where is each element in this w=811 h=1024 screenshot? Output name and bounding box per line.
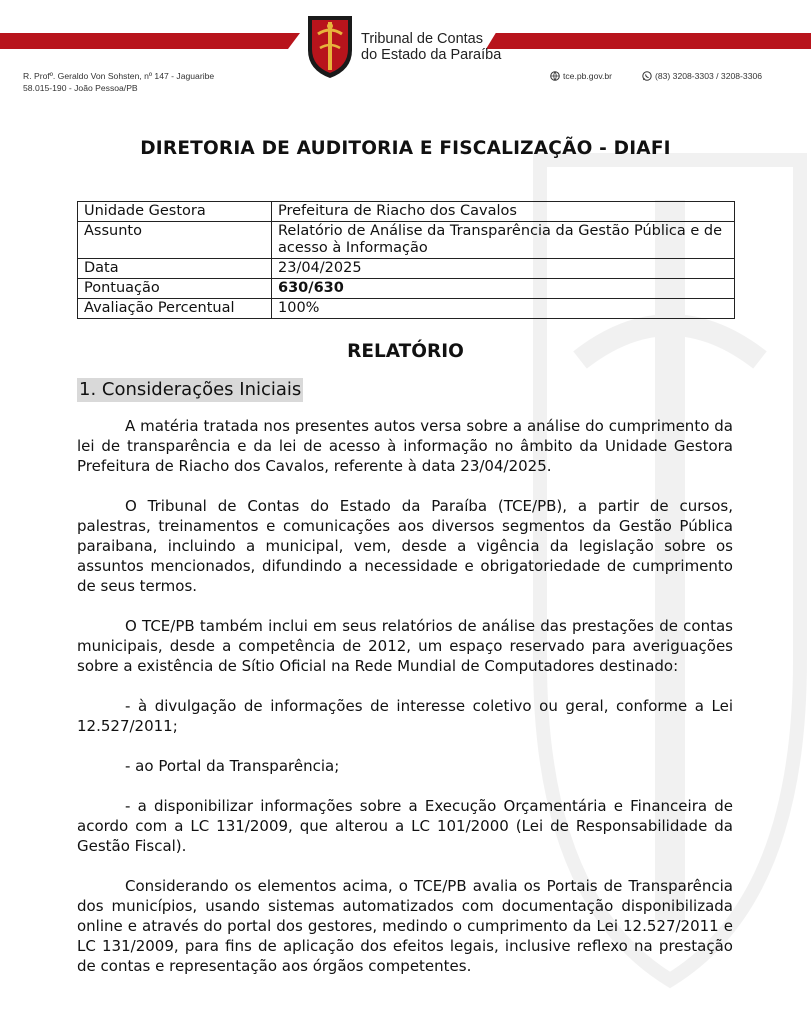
score-value: 630/630 <box>272 279 735 299</box>
table-value: Prefeitura de Riacho dos Cavalos <box>272 202 735 222</box>
info-table <box>77 201 735 319</box>
list-item: - à divulgação de informações de interesse coletivo ou geral, conforme a Lei 12.527/2011; <box>77 697 733 735</box>
table-row <box>78 222 735 259</box>
table-label: Unidade Gestora <box>78 202 272 222</box>
table-value: Relatório de Análise da Transparência da Gestão Pública e de acesso à Informação <box>272 222 735 259</box>
address-line-2: 58.015-190 - João Pessoa/PB <box>23 83 138 93</box>
header-red-bar-right <box>486 33 811 49</box>
paragraph: O TCE/PB também inclui em seus relatórios de análise das prestações de contas municipais, desde a competência de 2012, um espaço reservado para averiguações sobre a existência de Sítio Oficial na Rede Mundial de Computadores destinado: <box>77 617 733 675</box>
web-icon <box>550 71 560 81</box>
document-title: DIRETORIA DE AUDITORIA E FISCALIZAÇÃO - DIAFI <box>140 138 671 159</box>
institution-name <box>361 31 501 63</box>
tce-crest-icon <box>306 14 354 80</box>
table-row <box>78 202 735 222</box>
paragraph: Considerando os elementos acima, o TCE/PB avalia os Portais de Transparência dos municípios, usando sistemas automatizados com documentação disponibilizada online e através do portal dos gestores, medindo o cumprimento da Lei 12.527/2011 e LC 131/2009, para fins de aplicação dos efeitos legais, inclusive reflexo na prestação de contas e representação aos órgãos competentes. <box>77 877 733 975</box>
phone-text: (83) 3208-3303 / 3208-3306 <box>655 71 763 81</box>
website-contact <box>550 70 612 82</box>
website-text[interactable]: tce.pb.gov.br <box>563 71 613 81</box>
header-red-bar-left <box>0 33 300 49</box>
table-value: 23/04/2025 <box>272 259 735 279</box>
phone-contact <box>642 70 762 82</box>
table-value: 100% <box>272 299 735 319</box>
paragraph: A matéria tratada nos presentes autos versa sobre a análise do cumprimento da lei de transparência e da lei de acesso à informação no âmbito da Unidade Gestora Prefeitura de Riacho dos Cavalos, referente à data 23/04/2025. <box>77 417 733 475</box>
table-label: Avaliação Percentual <box>78 299 272 319</box>
address <box>23 70 214 94</box>
paragraph: O Tribunal de Contas do Estado da Paraíba (TCE/PB), a partir de cursos, palestras, treinamentos e comunicações aos diversos segmentos da Gestão Pública paraibana, incluindo a municipal, vem, desde a vigência da legislação sobre os assuntos mencionados, difundindo a necessidade e obrigatoriedade de cumprimento de seus termos. <box>77 497 733 595</box>
table-label: Data <box>78 259 272 279</box>
section-title: 1. Considerações Iniciais <box>79 379 302 400</box>
address-line-1: R. Profº. Geraldo Von Sohsten, nº 147 - Jaguaribe <box>23 71 215 81</box>
table-row <box>78 259 735 279</box>
table-row <box>78 279 735 299</box>
whatsapp-icon <box>642 71 652 81</box>
institution-line-2: do Estado da Paraíba <box>361 47 502 63</box>
list-item: - ao Portal da Transparência; <box>125 757 340 775</box>
report-heading: RELATÓRIO <box>347 341 464 362</box>
table-row <box>78 299 735 319</box>
institution-line-1: Tribunal de Contas <box>361 31 483 47</box>
list-item: - a disponibilizar informações sobre a Execução Orçamentária e Financeira de acordo com a LC 131/2009, que alterou a LC 101/2000 (Lei de Responsabilidade da Gestão Fiscal). <box>77 797 733 855</box>
table-label: Assunto <box>78 222 272 259</box>
table-label: Pontuação <box>78 279 272 299</box>
report-body <box>77 416 733 996</box>
